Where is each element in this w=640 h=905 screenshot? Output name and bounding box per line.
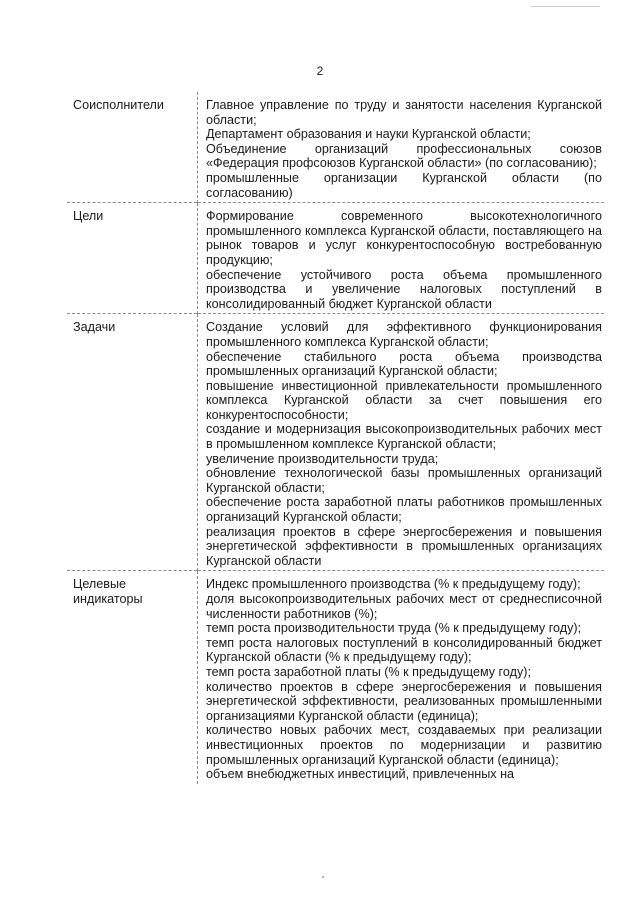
list-item: обеспечение стабильного роста объема производства промышленных организаций Курганской области; bbox=[206, 349, 602, 379]
table-row-goals bbox=[67, 203, 604, 314]
list-item: промышленные организации Курганской области (по согласованию) bbox=[206, 170, 602, 200]
list-item: создание и модернизация высокопроизводительных рабочих мест в промышленном комплексе Курганской области; bbox=[206, 422, 602, 452]
row-label-cell bbox=[67, 203, 198, 314]
list-item: количество новых рабочих мест, создаваемых при реализации инвестиционных проектов по модернизации и развитию промышленных организаций Курганской области (единица); bbox=[206, 723, 602, 767]
list-item: доля высокопроизводительных рабочих мест от среднесписочной численности работников (%); bbox=[206, 592, 602, 621]
row-label-target-indicators: Целевые индикаторы bbox=[73, 577, 143, 606]
row-label-cell bbox=[67, 571, 198, 784]
table-row-target-indicators bbox=[67, 571, 604, 784]
row-label-co-executors: Соисполнители bbox=[73, 98, 164, 112]
table-row-co-executors bbox=[67, 92, 604, 203]
program-passport-table bbox=[67, 92, 604, 784]
row-label-tasks: Задачи bbox=[73, 320, 116, 335]
table-row-tasks bbox=[67, 314, 604, 571]
scan-speck bbox=[322, 876, 324, 878]
list-item: Главное управление по труду и занятости населения Курганской области; bbox=[206, 98, 602, 127]
list-item: Департамент образования и науки Курганской области; bbox=[206, 127, 531, 142]
list-item: Формирование современного высокотехнологичного промышленного комплекса Курганской области, поставляющего на рынок товаров и услуг конкурентоспособную востребованную продукцию; bbox=[206, 209, 602, 267]
list-item: темп роста заработной платы (% к предыдущему году); bbox=[206, 664, 531, 679]
list-item: объем внебюджетных инвестиций, привлеченных на bbox=[206, 767, 515, 782]
row-value-cell bbox=[198, 314, 605, 571]
list-item: Объединение организаций профессиональных союзов «Федерация профсоюзов Курганской области» (по согласованию); bbox=[206, 141, 602, 171]
row-label-cell bbox=[67, 314, 198, 571]
list-item: Индекс промышленного производства (% к предыдущему году); bbox=[206, 577, 581, 592]
list-item: реализация проектов в сфере энергосбережения и повышения энергетической эффективности в промышленных организациях Курганской области bbox=[206, 524, 602, 568]
list-item: обеспечение устойчивого роста объема промышленного производства и увеличение налоговых поступлений в консолидированный бюджет Курганской области bbox=[206, 267, 602, 311]
list-item: повышение инвестиционной привлекательности промышленного комплекса Курганской области за счет повышения его конкурентоспособности; bbox=[206, 378, 602, 422]
list-item: обновление технологической базы промышленных организаций Курганской области; bbox=[206, 466, 602, 495]
row-value-cell bbox=[198, 92, 605, 203]
list-item: темп роста производительности труда (% к предыдущему году); bbox=[206, 621, 582, 636]
page-number: 2 bbox=[316, 64, 324, 78]
row-value-cell bbox=[198, 203, 605, 314]
list-item: увеличение производительности труда; bbox=[206, 451, 439, 466]
list-item: Создание условий для эффективного функционирования промышленного комплекса Курганской области; bbox=[206, 320, 602, 349]
list-item: обеспечение роста заработной платы работников промышленных организаций Курганской области; bbox=[206, 495, 602, 525]
list-item: темп роста налоговых поступлений в консолидированный бюджет Курганской области (% к предыдущему году); bbox=[206, 635, 602, 665]
scan-artifact-line bbox=[530, 6, 600, 7]
row-value-cell bbox=[198, 571, 605, 784]
row-label-cell bbox=[67, 92, 198, 203]
list-item: количество проектов в сфере энергосбережения и повышения энергетической эффективности, реализованных промышленными организациями Курганской области (единица); bbox=[206, 679, 602, 723]
row-label-goals: Цели bbox=[73, 209, 104, 224]
